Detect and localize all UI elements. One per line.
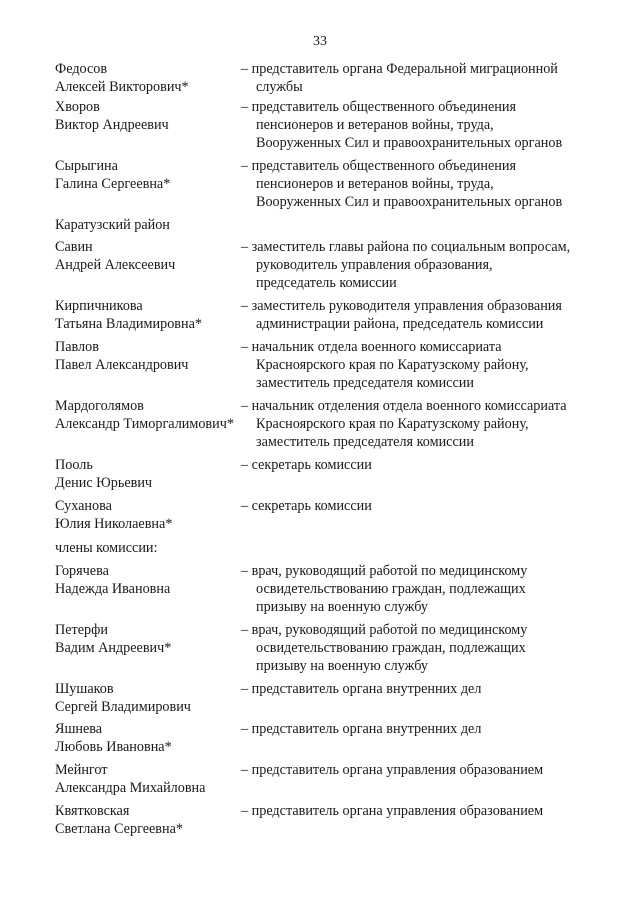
- role-line: председатель комиссии: [256, 275, 397, 291]
- member-name: [55, 456, 241, 492]
- role-line: – представитель общественного объединения: [241, 99, 517, 115]
- role-line: – представитель органа Федеральной миграционной: [241, 61, 558, 77]
- role-line: Вооруженных Сил и правоохранительных органов: [256, 135, 563, 151]
- role-line: заместитель председателя комиссии: [256, 434, 474, 450]
- member-name: [55, 157, 241, 193]
- role-line: – начальник отдела военного комиссариата: [241, 339, 502, 355]
- role-line: – представитель органа управления образованием: [241, 803, 544, 819]
- page-number: 33: [313, 34, 327, 49]
- member-name: [55, 397, 241, 433]
- member-name: [55, 680, 241, 716]
- member-role: [241, 802, 631, 820]
- surname: Яшнева: [55, 721, 103, 737]
- member-role: [241, 157, 631, 211]
- member-name: [55, 720, 241, 756]
- role-line: – заместитель руководителя управления образования: [241, 298, 562, 314]
- role-line: администрации района, председатель комиссии: [256, 316, 544, 332]
- given-names: Татьяна Владимировна*: [55, 316, 202, 332]
- member-role: [241, 720, 631, 738]
- surname: Мейнгот: [55, 762, 108, 778]
- role-line: – секретарь комиссии: [241, 498, 372, 514]
- member-name: [55, 60, 241, 96]
- member-name: [55, 761, 241, 797]
- member-role: [241, 497, 631, 515]
- member-role: [241, 456, 631, 474]
- member-name: [55, 802, 241, 838]
- role-line: – представитель органа внутренних дел: [241, 681, 482, 697]
- member-name: [55, 98, 241, 134]
- member-role: [241, 761, 631, 779]
- given-names: Юлия Николаевна*: [55, 516, 173, 532]
- member-role: [241, 238, 631, 292]
- role-line: освидетельствованию граждан, подлежащих: [256, 640, 526, 656]
- member-role: [241, 562, 631, 616]
- role-line: – представитель органа внутренних дел: [241, 721, 482, 737]
- given-names: Галина Сергеевна*: [55, 176, 171, 192]
- section-heading-district: Каратузский район: [55, 217, 170, 233]
- given-names: Андрей Алексеевич: [55, 257, 176, 273]
- role-line: – врач, руководящий работой по медицинскому: [241, 622, 528, 638]
- given-names: Вадим Андреевич*: [55, 640, 172, 656]
- given-names: Любовь Ивановна*: [55, 739, 172, 755]
- role-line: освидетельствованию граждан, подлежащих: [256, 581, 526, 597]
- given-names: Александр Тиморгалимович*: [55, 416, 234, 432]
- surname: Хворов: [55, 99, 100, 115]
- member-name: [55, 338, 241, 374]
- member-role: [241, 98, 631, 152]
- given-names: Виктор Андреевич: [55, 117, 169, 133]
- role-line: Красноярского края по Каратузскому району,: [256, 357, 529, 373]
- role-line: – начальник отделения отдела военного комиссариата: [241, 398, 567, 414]
- surname: Мардоголямов: [55, 398, 144, 414]
- member-name: [55, 497, 241, 533]
- member-role: [241, 338, 631, 392]
- member-role: [241, 397, 631, 451]
- role-line: пенсионеров и ветеранов войны, труда,: [256, 117, 494, 133]
- given-names: Павел Александрович: [55, 357, 189, 373]
- surname: Суханова: [55, 498, 112, 514]
- member-name: [55, 238, 241, 274]
- role-line: – секретарь комиссии: [241, 457, 372, 473]
- member-name: [55, 621, 241, 657]
- section-heading-members: члены комиссии:: [55, 540, 158, 556]
- surname: Пооль: [55, 457, 93, 473]
- role-line: – врач, руководящий работой по медицинскому: [241, 563, 528, 579]
- role-line: призыву на военную службу: [256, 599, 428, 615]
- member-role: [241, 680, 631, 698]
- surname: Федосов: [55, 61, 108, 77]
- member-role: [241, 297, 631, 333]
- surname: Савин: [55, 239, 93, 255]
- role-line: службы: [256, 79, 303, 95]
- member-role: [241, 621, 631, 675]
- surname: Сырыгина: [55, 158, 118, 174]
- role-line: – представитель органа управления образованием: [241, 762, 544, 778]
- surname: Шушаков: [55, 681, 114, 697]
- member-name: [55, 562, 241, 598]
- role-line: – представитель общественного объединения: [241, 158, 517, 174]
- surname: Кирпичникова: [55, 298, 143, 314]
- role-line: Красноярского края по Каратузскому району,: [256, 416, 529, 432]
- surname: Квятковская: [55, 803, 130, 819]
- surname: Петерфи: [55, 622, 108, 638]
- given-names: Александра Михайловна: [55, 780, 206, 796]
- given-names: Надежда Ивановна: [55, 581, 171, 597]
- surname: Павлов: [55, 339, 99, 355]
- member-role: [241, 60, 631, 96]
- given-names: Денис Юрьевич: [55, 475, 153, 491]
- surname: Горячева: [55, 563, 109, 579]
- given-names: Сергей Владимирович: [55, 699, 191, 715]
- given-names: Алексей Викторович*: [55, 79, 189, 95]
- given-names: Светлана Сергеевна*: [55, 821, 183, 837]
- role-line: Вооруженных Сил и правоохранительных органов: [256, 194, 563, 210]
- role-line: – заместитель главы района по социальным вопросам,: [241, 239, 571, 255]
- role-line: заместитель председателя комиссии: [256, 375, 474, 391]
- member-name: [55, 297, 241, 333]
- role-line: руководитель управления образования,: [256, 257, 493, 273]
- role-line: пенсионеров и ветеранов войны, труда,: [256, 176, 494, 192]
- role-line: призыву на военную службу: [256, 658, 428, 674]
